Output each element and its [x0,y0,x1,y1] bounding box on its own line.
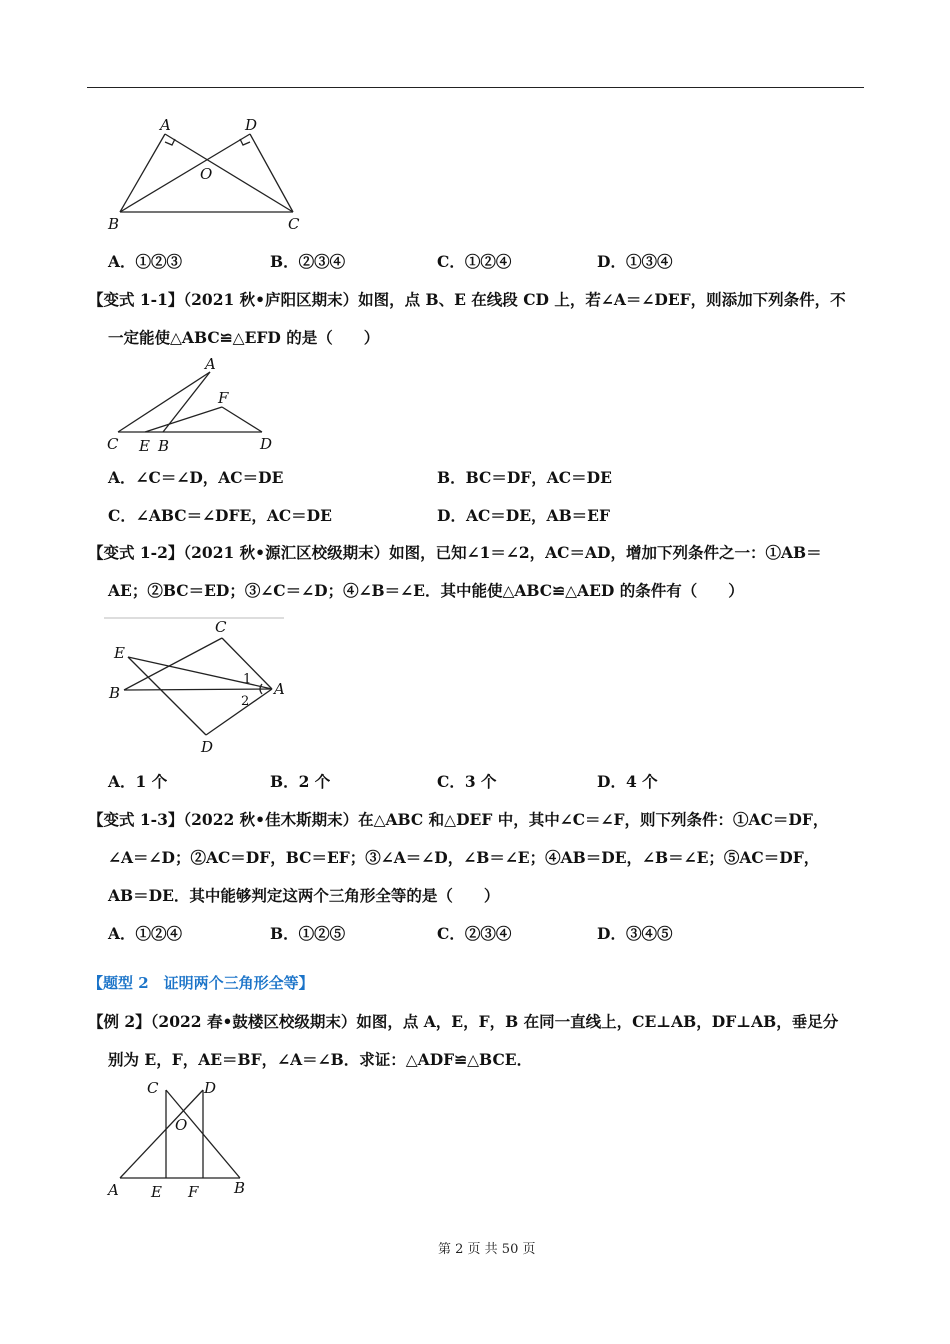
label-B: B [108,215,120,233]
v11-option-b: B．BC＝DF，AC＝DE [437,468,612,487]
option-d: D．①③④ [597,252,673,271]
label-A: A [205,355,216,373]
v12-option-c: C．3 个 [437,772,497,791]
label-angle-2: 2 [241,694,250,709]
figure-triangles-aobdc [100,112,320,237]
label-C: C [288,215,300,233]
label-F: F [188,1183,199,1201]
v11-line2: 一定能使△ABC≌△EFD 的是（ ） [108,328,380,347]
label-C: C [147,1079,159,1097]
label-O: O [200,165,213,183]
v12-option-b: B．2 个 [270,772,331,791]
label-A: A [160,116,171,134]
v13-line1: 【变式 1-3】（2022 秋•佳木斯期末）在△ABC 和△DEF 中，其中∠C＝∠F，则下列条件：①AC＝DF， [88,810,829,829]
label-B: B [158,437,170,454]
label-E: E [139,437,150,454]
label-A: A [274,680,285,698]
v13-option-a: A．①②④ [108,924,183,943]
figure-ex2 [100,1075,260,1205]
header-rule [87,87,864,88]
label-B: B [109,684,121,702]
label-B: B [234,1179,246,1197]
v13-option-d: D．③④⑤ [597,924,673,943]
label-O: O [175,1116,188,1134]
label-D: D [204,1079,217,1097]
v13-line3: AB＝DE．其中能够判定这两个三角形全等的是（ ） [108,886,500,905]
ex2-line2: 别为 E，F，AE＝BF，∠A＝∠B．求证：△ADF≌△BCE． [108,1050,533,1069]
section-heading: 【题型 2 证明两个三角形全等】 [88,974,314,992]
label-D: D [260,435,273,453]
ex2-line1: 【例 2】（2022 春•鼓楼区校级期末）如图，点 A，E，F，B 在同一直线上，CE⊥AB，DF⊥AB，垂足分 [88,1012,839,1031]
option-a: A．①②③ [108,252,183,271]
v12-option-a: A．1 个 [108,772,168,791]
v11-option-c: C．∠ABC＝∠DFE，AC＝DE [108,506,332,525]
label-D: D [201,738,214,756]
v12-line2: AE；②BC＝ED；③∠C＝∠D；④∠B＝∠E．其中能使△ABC≌△AED 的条件有（ ） [108,581,744,600]
figure-v11 [100,352,290,454]
option-b: B．②③④ [270,252,346,271]
label-A: A [108,1181,119,1199]
v12-option-d: D．4 个 [597,772,658,791]
label-D: D [245,116,258,134]
figure-v12 [104,615,290,757]
v13-option-c: C．②③④ [437,924,512,943]
label-E: E [151,1183,162,1201]
label-F: F [218,389,229,407]
v11-option-d: D．AC＝DE，AB＝EF [437,506,611,525]
label-C: C [215,618,227,636]
v13-option-b: B．①②⑤ [270,924,346,943]
v13-line2: ∠A＝∠D；②AC＝DF，BC＝EF；③∠A＝∠D，∠B＝∠E；④AB＝DE，∠B＝∠E；⑤AC＝DF， [108,848,820,867]
v12-line1: 【变式 1-2】（2021 秋•源汇区校级期末）如图，已知∠1＝∠2，AC＝AD，增加下列条件之一：①AB＝ [88,543,822,562]
page-footer: 第 2 页 共 50 页 [438,1242,536,1257]
label-E: E [114,644,125,662]
v11-line1: 【变式 1-1】（2021 秋•庐阳区期末）如图，点 B、E 在线段 CD 上，若∠A＝∠DEF，则添加下列条件，不 [88,290,846,309]
v11-option-a: A．∠C＝∠D，AC＝DE [108,468,284,487]
option-c: C．①②④ [437,252,512,271]
label-C: C [107,435,119,453]
label-angle-1: 1 [243,672,252,687]
